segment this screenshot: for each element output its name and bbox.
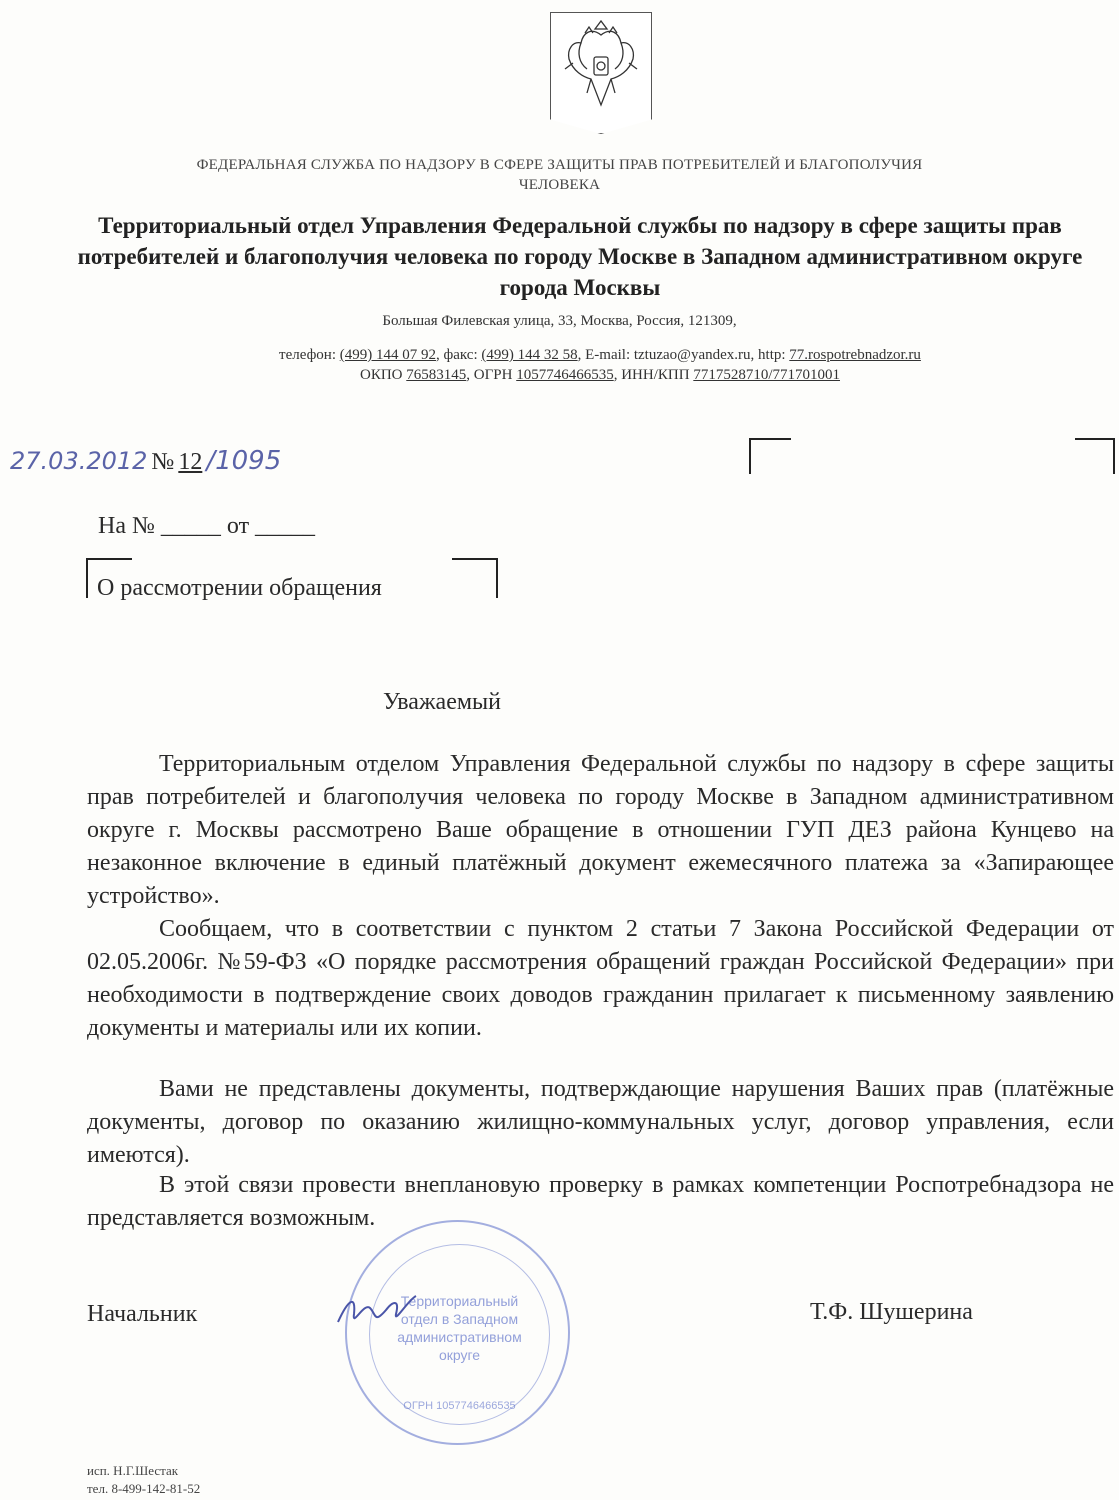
double-headed-eagle-icon	[551, 13, 651, 133]
phone: (499) 144 07 92	[339, 347, 436, 363]
agency-line-1: ФЕДЕРАЛЬНАЯ СЛУЖБА ПО НАДЗОРУ В СФЕРЕ ЗАЩИТЫ ПРАВ ПОТРЕБИТЕЛЕЙ И БЛАГОПОЛУЧИЯ	[196, 157, 923, 173]
paragraph-1: Территориальным отделом Управления Федеральной службы по надзору в сфере защиты прав потребителей и благополучия человека по городу Москве в Западном административном округе г. Москвы рассмотрено Ваше обращение в отношении ГУП ДЕЗ района Кунцево на незаконное включение в единый платёжный документ ежемесячного платежа за «Запирающее устройство».	[87, 751, 1114, 909]
email-label: , E-mail: tztuzao@yandex.ru, http:	[577, 347, 786, 363]
agency-name	[0, 155, 1119, 195]
paragraph-4: В этой связи провести внеплановую проверку в рамках компетенции Роспотребнадзора не представляется возможным.	[87, 1172, 1114, 1231]
executor-phone: тел. 8-499-142-81-52	[87, 1481, 201, 1496]
address: Большая Филевская улица, 33, Москва, Россия, 121309,	[382, 313, 737, 329]
inn-kpp: 7717528710/771701001	[693, 367, 840, 383]
inn-label: , ИНН/КПП	[613, 367, 690, 383]
registration-line	[10, 446, 281, 479]
executor-footer	[87, 1462, 200, 1498]
paragraph-3: Вами не представлены документы, подтверждающие нарушения Ваших прав (платёжные документы, договор по оказанию жилищно-коммунальных услуг, договор управления, если имеются).	[87, 1076, 1114, 1168]
reply-reference: На № _____ от _____	[98, 513, 316, 539]
contacts	[0, 345, 1119, 385]
agency-line-2: ЧЕЛОВЕКА	[518, 177, 601, 193]
ogrn-label: , ОГРН	[466, 367, 513, 383]
contacts-line-2	[0, 365, 1119, 385]
number-printed: 12	[178, 449, 203, 475]
department-title: Территориальный отдел Управления Федеральной службы по надзору в сфере защиты прав потребителей и благополучия человека по городу Москве в Западном административном округе города Москвы	[77, 213, 1083, 300]
stamp-text: Территориальный отдел в Западном административном округе	[397, 1293, 522, 1363]
addressee-corner-left	[749, 438, 791, 474]
handwritten-number: /1095	[206, 446, 282, 476]
executor-name: исп. Н.Г.Шестак	[87, 1463, 179, 1478]
okpo: 76583145	[406, 367, 467, 383]
phone-label: телефон:	[279, 347, 336, 363]
signer-name: Т.Ф. Шушерина	[810, 1299, 973, 1325]
handwritten-date: 27.03.2012	[10, 447, 148, 475]
contacts-line-1	[0, 345, 1119, 365]
fax-label: , факс:	[436, 347, 478, 363]
greeting: Уважаемый	[383, 689, 501, 715]
stamp-ring-text: ОГРН 1057746466535	[403, 1400, 516, 1412]
okpo-label: ОКПО	[360, 367, 403, 383]
subject-corner-right	[452, 558, 498, 598]
fax: (499) 144 32 58	[481, 347, 578, 363]
subject: О рассмотрении обращения	[97, 575, 382, 601]
paragraph-2: Сообщаем, что в соответствии с пунктом 2 статьи 7 Закона Российской Федерации от 02.05.2006г. №59-ФЗ «О порядке рассмотрения обращений граждан Российской Федерации» при необходимости в подтверждение своих доводов гражданин прилагает к письменному заявлению документы и материалы или их копии.	[87, 916, 1114, 1041]
ogrn: 1057746466535	[516, 367, 614, 383]
handwritten-signature-icon	[330, 1280, 430, 1340]
number-label: №	[151, 449, 175, 475]
signer-position: Начальник	[87, 1301, 198, 1327]
website-link[interactable]: 77.rospotrebnadzor.ru	[789, 347, 921, 363]
coat-of-arms-icon	[550, 12, 652, 134]
addressee-corner-right	[1075, 438, 1115, 474]
